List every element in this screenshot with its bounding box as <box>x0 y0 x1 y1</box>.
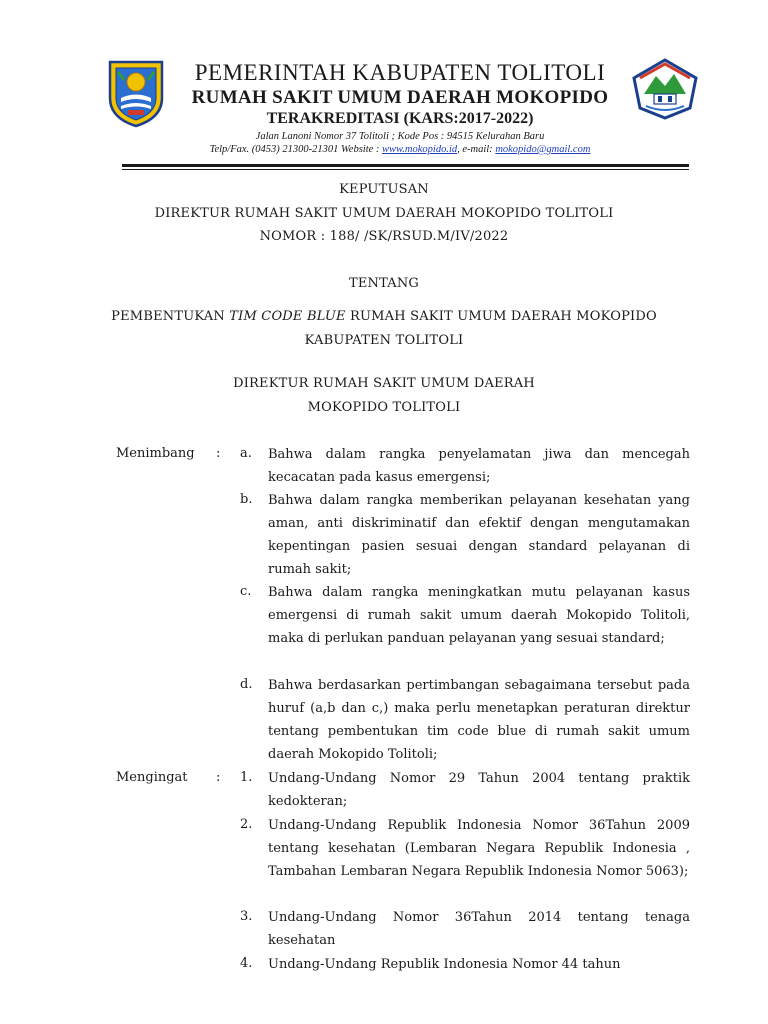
list-marker: b. <box>240 492 253 507</box>
mengingat-item: Undang-Undang Nomor 29 Tahun 2004 tentang praktik kedokteran; <box>268 771 690 809</box>
letterhead <box>0 0 768 180</box>
list-marker: a. <box>240 446 252 461</box>
tolitoli-regency-emblem <box>104 58 168 128</box>
mengingat-label: Mengingat <box>116 770 188 785</box>
mengingat-item: Undang-Undang Republik Indonesia Nomor 44 tahun <box>268 957 621 972</box>
government-name: PEMERINTAH KABUPATEN TOLITOLI <box>194 60 606 85</box>
decree-issuer: DIREKTUR RUMAH SAKIT UMUM DAERAH MOKOPIDO TOLITOLI <box>154 206 614 221</box>
email-link[interactable]: mokopido@gmail.com <box>495 144 591 155</box>
list-marker: 1. <box>240 770 253 785</box>
accreditation: TERAKREDITASI (KARS:2017-2022) <box>266 110 534 127</box>
menimbang-item: Bahwa dalam rangka memberikan pelayanan kesehatan yang aman, anti diskriminatif dan efektif dengan mengutamakan kepentingan pasien sesuai dengan standard pelayanan di rumah sakit; <box>268 493 690 577</box>
list-marker: 3. <box>240 909 253 924</box>
mengingat-item: Undang-Undang Republik Indonesia Nomor 36Tahun 2009 tentang kesehatan (Lembaran Negara Republik Indonesia , Tambahan Lembaran Negara Republik Indonesia Nomor 5063); <box>268 818 690 879</box>
contact-line <box>130 144 670 155</box>
menimbang-colon: : <box>216 446 221 461</box>
letterhead-rule-thin <box>122 169 689 170</box>
subject-italic: TIM CODE BLUE <box>229 309 346 324</box>
letterhead-rule-thick <box>122 164 689 167</box>
decree-subject <box>0 309 768 324</box>
list-marker: 2. <box>240 817 253 832</box>
hospital-name: RUMAH SAKIT UMUM DAERAH MOKOPIDO <box>191 87 609 108</box>
email-label: , e-mail: <box>457 144 496 155</box>
list-marker: d. <box>240 677 253 692</box>
mengingat-colon: : <box>216 770 221 785</box>
decree-title: KEPUTUSAN <box>339 182 429 197</box>
decree-subject-line2: KABUPATEN TOLITOLI <box>304 333 464 348</box>
list-marker: 4. <box>240 956 253 971</box>
director-line1: DIREKTUR RUMAH SAKIT UMUM DAERAH <box>233 376 535 391</box>
menimbang-item: Bahwa dalam rangka penyelamatan jiwa dan mencegah kecacatan pada kasus emergensi; <box>268 447 690 485</box>
hospital-address: Jalan Lanoni Nomor 37 Tolitoli ; Kode Pos : 94515 Kelurahan Baru <box>255 131 545 142</box>
director-line2: MOKOPIDO TOLITOLI <box>307 400 461 415</box>
menimbang-label: Menimbang <box>116 446 195 461</box>
website-link[interactable]: www.mokopido.id <box>382 144 458 155</box>
menimbang-item: Bahwa berdasarkan pertimbangan sebagaimana tersebut pada huruf (a,b dan c,) maka perlu menetapkan peraturan direktur tentang pembentukan tim code blue di rumah sakit umum daerah Mokopido Tolitoli; <box>268 678 690 762</box>
phone-text: Telp/Fax. (0453) 21300-21301 Website : <box>209 144 383 155</box>
hospital-logo <box>632 58 698 120</box>
decree-about: TENTANG <box>348 276 420 291</box>
menimbang-item: Bahwa dalam rangka meningkatkan mutu pelayanan kasus emergensi di rumah sakit umum daerah Mokopido Tolitoli, maka di perlukan panduan pelayanan yang sesuai standard; <box>268 585 690 646</box>
decree-number: NOMOR : 188/ /SK/RSUD.M/IV/2022 <box>259 229 509 244</box>
list-marker: c. <box>240 584 252 599</box>
subject-post: RUMAH SAKIT UMUM DAERAH MOKOPIDO <box>345 309 657 324</box>
mengingat-item: Undang-Undang Nomor 36Tahun 2014 tentang tenaga kesehatan <box>268 910 690 948</box>
subject-pre: PEMBENTUKAN <box>111 309 230 324</box>
